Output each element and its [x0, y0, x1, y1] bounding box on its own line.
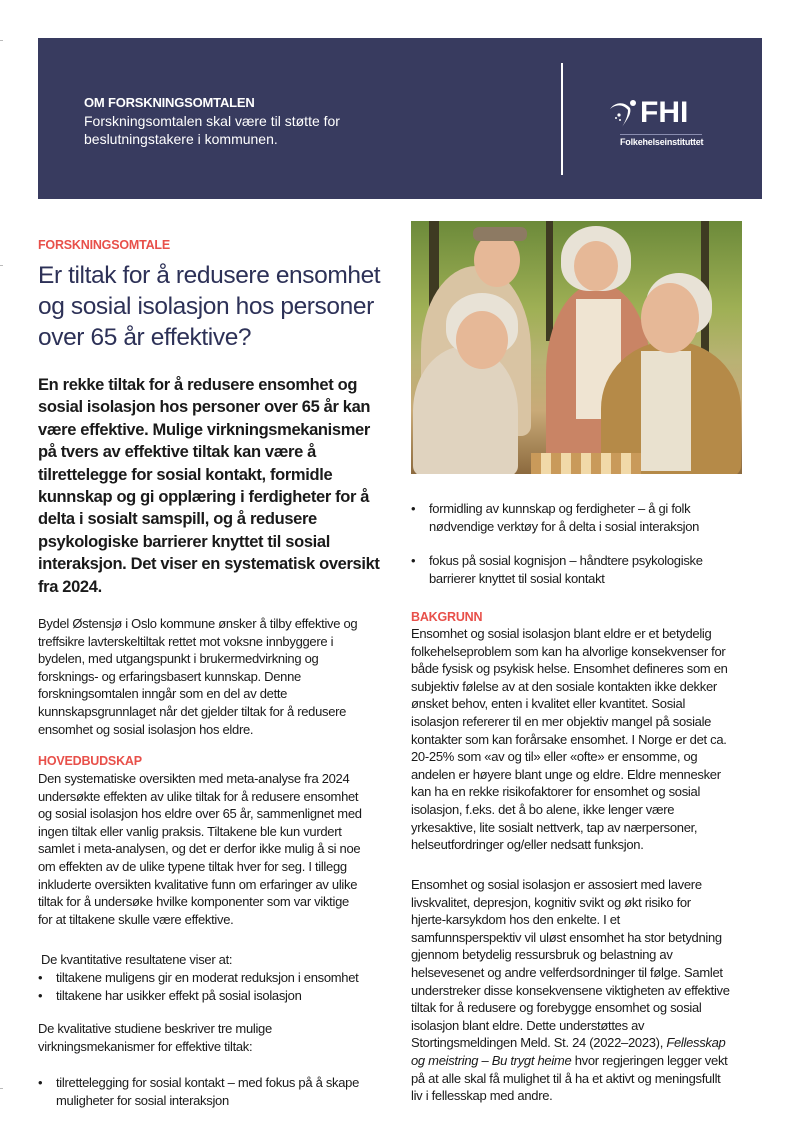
text-line: isolasjon refererer til en mer objektiv mangel på sosiale [411, 713, 712, 729]
page-edge-mark [0, 40, 3, 41]
lead-line: tilrettelegge for sosial kontakt, formidle [38, 465, 333, 484]
text-line: 20-25% som «av og til» eller «ofte» er ensomme, og [411, 749, 698, 765]
text-line: liv i fellesskap med andre. [411, 1088, 553, 1104]
text-line: inkluderte oversikten kvalitative funn om erfaringer av ulike [38, 876, 358, 892]
reference-line [411, 1034, 781, 1052]
section-heading-hovedbudskap: HOVEDBUDSKAP [38, 754, 142, 768]
lead-line: sosial isolasjon hos personer over 65 år kan [38, 398, 371, 417]
logo-subtitle: Folkehelseinstituttet [620, 137, 704, 147]
text-line: kan ha en rekke risikofaktorer for ensomhet og sosial [411, 784, 701, 800]
title-line: over 65 år effektive? [38, 324, 252, 351]
section-heading-bakgrunn: BAKGRUNN [411, 610, 483, 624]
text-line: undersøkte effekten av ulike tiltak for å redusere ensomhet [38, 788, 359, 804]
reference-text: hvor regjeringen legger vekt [571, 1052, 728, 1068]
text-line: isolasjon, f.eks. det å bo alene, ikke lenger være [411, 801, 675, 817]
background-paragraph-1 [411, 625, 771, 854]
page-edge-mark [0, 265, 3, 266]
text-line: nødvendige verktøy for å delta i sosial interaksjon [429, 518, 700, 534]
reference-title: og meistring – Bu trygt heime [411, 1052, 572, 1068]
title-line: Er tiltak for å redusere ensomhet [38, 262, 381, 289]
text-line: kontakter som kan forårsake ensomhet. I Norge er det ca. [411, 731, 727, 747]
lead-line: fra 2024. [38, 577, 102, 596]
text-line: treffsikre lavterskeltiltak rettet mot voksne innbyggere i [38, 633, 334, 649]
text-line: forskningsomtalen inngår som en del av dette [38, 686, 288, 702]
banner-line: Forskningsomtalen skal være til støtte for [84, 113, 340, 129]
mechanisms-list-part1 [38, 1074, 408, 1109]
text-line: tiltak for å undersøke hvilke komponenter som var viktige [38, 894, 349, 910]
text-line: forsknings- og erfaringsbasert kunnskap. Denne [38, 668, 301, 684]
text-line: Ensomhet og sosial isolasjon er assosiert med lavere [411, 877, 702, 892]
text-line: barrierer knyttet til sosial kontakt [429, 570, 605, 586]
text-line: for at tiltakene skulle være effektive. [38, 911, 234, 927]
banner-title: OM FORSKNINGSOMTALEN [84, 95, 255, 110]
text-line: virkningsmekanismer for effektive tiltak: [38, 1038, 253, 1054]
page-title [38, 260, 400, 353]
text-line: kunnskapsgrunnlaget når det gjelder tiltak for å redusere [38, 703, 347, 719]
text-line: og sosial isolasjon hos eldre over 65 år, sammenlignet med [38, 806, 362, 822]
list-item: • tiltakene har usikker effekt på sosial isolasjon [38, 987, 408, 1005]
header-banner [38, 38, 762, 199]
text-line: • fokus på sosial kognisjon – håndtere psykologiske [429, 553, 703, 569]
fhi-logo [608, 96, 708, 156]
lead-line: En rekke tiltak for å redusere ensomhet og [38, 376, 358, 394]
reference-line [411, 1052, 781, 1070]
main-message-paragraph [38, 770, 362, 928]
text-line: ønsket behov, enten i kvalitet eller kvantitet. Sosial [411, 696, 686, 712]
lead-paragraph [38, 374, 380, 598]
text-line: yrkesaktive, lite sosialt nettverk, tap av nærpersoner, [411, 819, 698, 835]
text-line: gjennom betydelig ressursbruk og belastning av [411, 947, 673, 963]
text-line: Ensomhet og sosial isolasjon blant eldre er et betydelig [411, 626, 712, 641]
reference-text: Stortingsmeldingen Meld. St. 24 (2022–2023), [411, 1035, 667, 1051]
text-line: isolasjon blant eldre. Dette understøttes av [411, 1017, 645, 1033]
list-item [411, 500, 761, 535]
left-column [38, 238, 400, 1108]
text-line: Bydel Østensjø i Oslo kommune ønsker å tilby effektive og [38, 616, 358, 631]
qual-intro [38, 1020, 272, 1055]
text-line: helseutfordringer og/eller nedsatt funksjon. [411, 837, 644, 853]
text-line: helsevesenet og andre velferdsordninger til følge. Samlet [411, 964, 723, 980]
text-line: Den systematiske oversikten med meta-analyse fra 2024 [38, 771, 350, 786]
text-line: ingen tiltak eller vanlig praksis. Tiltakene ble kun vurdert [38, 823, 342, 839]
background-paragraph-2 [411, 876, 781, 1105]
list-item: • tiltakene muligens gir en moderat reduksjon i ensomhet [38, 969, 408, 987]
photo-elderly-playing-chess [411, 221, 742, 474]
text-line: folkehelseproblem som kan ha alvorlige konsekvenser for [411, 643, 726, 659]
text-line: både fysisk og psykisk helse. Ensomhet defineres som en [411, 661, 728, 677]
title-line: og sosial isolasjon hos personer [38, 293, 374, 320]
text-line: om effekten av de ulike typene tiltak hver for seg. I tillegg [38, 858, 347, 874]
page-edge-mark [0, 1088, 3, 1089]
mechanisms-list-part2 [411, 500, 761, 587]
kicker-label: FORSKNINGSOMTALE [38, 238, 170, 252]
text-line: • formidling av kunnskap og ferdigheter – å gi folk [429, 501, 691, 516]
text-line: livskvalitet, depresjon, kognitiv svikt og økt risiko for [411, 894, 691, 910]
intro-paragraph [38, 615, 357, 738]
quant-intro: De kvantitative resultatene viser at: [41, 952, 233, 967]
text-line: andelen er høyere blant unge og eldre. Eldre mennesker [411, 766, 721, 782]
lead-line: delta i sosialt samspill, og å redusere [38, 510, 317, 529]
quant-results-list [38, 969, 408, 1004]
lead-line: psykologiske barrierer knyttet til sosial [38, 532, 330, 551]
banner-text [84, 94, 340, 148]
text-line: De kvalitative studiene beskriver tre mulige [38, 1021, 272, 1036]
lead-line: interaksjon. Det viser en systematisk oversikt [38, 555, 380, 574]
logo-name: FHI [640, 96, 689, 129]
text-line: tiltak for å redusere og forebygge ensomhet og sosial [411, 1000, 702, 1016]
fhi-figure-icon [608, 98, 640, 130]
banner-line: beslutningstakere i kommunen. [84, 131, 278, 147]
text-line: • tilrettelegging for sosial kontakt – med fokus på å skape [56, 1075, 360, 1090]
list-item [411, 552, 761, 587]
text-line: samfunnsperspektiv vil uløst ensomhet ha stor betydning [411, 929, 722, 945]
text-line: muligheter for sosial interaksjon [56, 1092, 229, 1108]
text-line: hjerte-karsykdom hos den enkelte. I et [411, 912, 620, 928]
list-item [38, 1074, 408, 1109]
text-line: subjektiv følelse av at den sosiale kontakten ikke dekker [411, 678, 717, 694]
text-line: bydelen, med utgangspunkt i brukermedvirkning og [38, 651, 319, 667]
lead-line: være effektive. Mulige virkningsmekanismer [38, 420, 370, 439]
reference-title: Fellesskap [666, 1035, 726, 1051]
logo-divider [620, 134, 702, 135]
text-line: ensomhet og sosial isolasjon hos eldre. [38, 721, 254, 737]
banner-divider [561, 63, 563, 175]
lead-line: kunnskap og gi opplæring i ferdigheter for å [38, 488, 370, 507]
text-line: samlet i meta-analysen, og det er derfor ikke mulig å si noe [38, 841, 361, 857]
text-line: på at alle skal få mulighet til å ha et aktivt og meningsfullt [411, 1070, 721, 1086]
lead-line: på tvers av effektive tiltak kan være å [38, 443, 317, 462]
text-line: understreker disse konsekvensene viktigheten av effektive [411, 982, 730, 998]
